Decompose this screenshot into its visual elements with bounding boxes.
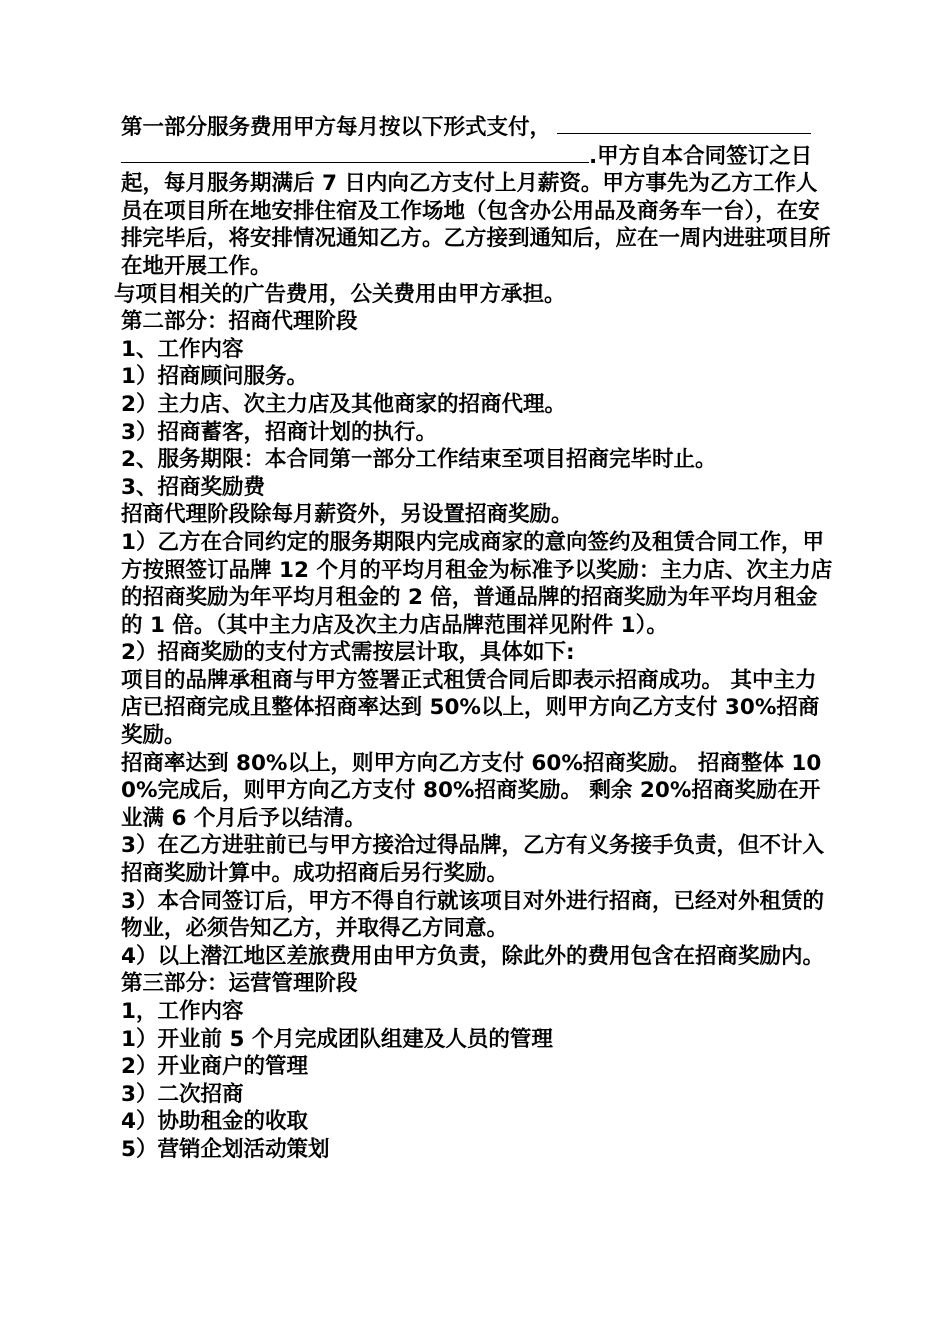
part2-bonus-item-1: 1）乙方在合同约定的服务期限内完成商家的意向签约及租赁合同工作，甲方按照签订品牌 12 个月的平均月租金为标准予以奖励：主力店、次主力店的招商奖励为年平均月租金的 2 倍，普通品牌的招商奖励为年平均月租金的 1 倍。（其中主力店及次主力店品牌范围祥见附件 1）。 — [121, 529, 833, 638]
part3-item-2: 2）开业商户的管理 — [121, 1054, 308, 1080]
part2-bonus-item-4: 4）以上潜江地区差旅费用由甲方负责，除此外的费用包含在招商奖励内。 — [121, 943, 824, 969]
intro-text: .甲方自本合同签订之日起，每月服务期满后 7 日内向乙方支付上月薪资。甲方事先为乙方工作人员在项目所在地安排住宿及工作场地（包含办公用品及商务车一台），在安排完毕后，将安排情况通知乙方。乙方接到通知后，应在一周内进驻项目所在地开展工作。 — [121, 143, 831, 279]
part3-work-content: 1，工作内容 — [121, 999, 244, 1024]
part3-item-5: 5）营销企划活动策划 — [121, 1136, 330, 1162]
intro-paragraph — [114, 113, 836, 281]
part2-bonus-item-2: 2）招商奖励的支付方式需按层计取，具体如下: — [121, 640, 575, 666]
document-body — [114, 113, 836, 1164]
ad-fee-paragraph: 与项目相关的广告费用，公关费用由甲方承担。 — [114, 281, 566, 307]
part2-work-content: 1、工作内容 — [121, 336, 244, 362]
part2-bonus-item-3b: 3）本合同签订后，甲方不得自行就该项目对外进行招商，已经对外租赁的物业，必须告知乙方，并取得乙方同意。 — [121, 888, 824, 942]
payment-blank-line — [557, 113, 811, 134]
part2-item-3: 3）招商蓄客，招商计划的执行。 — [121, 419, 437, 445]
part2-item-2: 2）主力店、次主力店及其他商家的招商代理。 — [121, 391, 566, 417]
part2-item-1: 1）招商顾问服务。 — [121, 364, 308, 390]
payment-blank-line-2 — [121, 142, 589, 163]
part2-bonus-heading: 3、招商奖励费 — [121, 474, 265, 500]
part2-bonus-item-2a: 项目的品牌承租商与甲方签署正式租赁合同后即表示招商成功。 其中主力店已招商完成且整体招商率达到 50%以上，则甲方向乙方支付 30%招商奖励。 — [121, 667, 820, 749]
part2-service-period: 2、服务期限：本合同第一部分工作结束至项目招商完毕时止。 — [121, 447, 717, 473]
part3-item-1: 1）开业前 5 个月完成团队组建及人员的管理 — [121, 1026, 553, 1052]
intro-prefix: 第一部分服务费用甲方每月按以下形式支付， — [121, 115, 552, 140]
part3-heading: 第三部分：运营管理阶段 — [121, 971, 358, 997]
part2-heading: 第二部分：招商代理阶段 — [121, 309, 358, 335]
part2-bonus-item-3: 3）在乙方进驻前已与甲方接洽过得品牌，乙方有义务接手负责，但不计入招商奖励计算中。成功招商后另行奖励。 — [121, 833, 824, 887]
part2-bonus-intro: 招商代理阶段除每月薪资外，另设置招商奖励。 — [121, 502, 573, 528]
part3-item-4: 4）协助租金的收取 — [121, 1109, 308, 1135]
part2-bonus-item-2b: 招商率达到 80%以上，则甲方向乙方支付 60%招商奖励。 招商整体 100%完成后，则甲方向乙方支付 80%招商奖励。 剩余 20%招商奖励在开业满 6 个月后予以结清。 — [121, 750, 822, 831]
part3-item-3: 3）二次招商 — [121, 1081, 244, 1107]
